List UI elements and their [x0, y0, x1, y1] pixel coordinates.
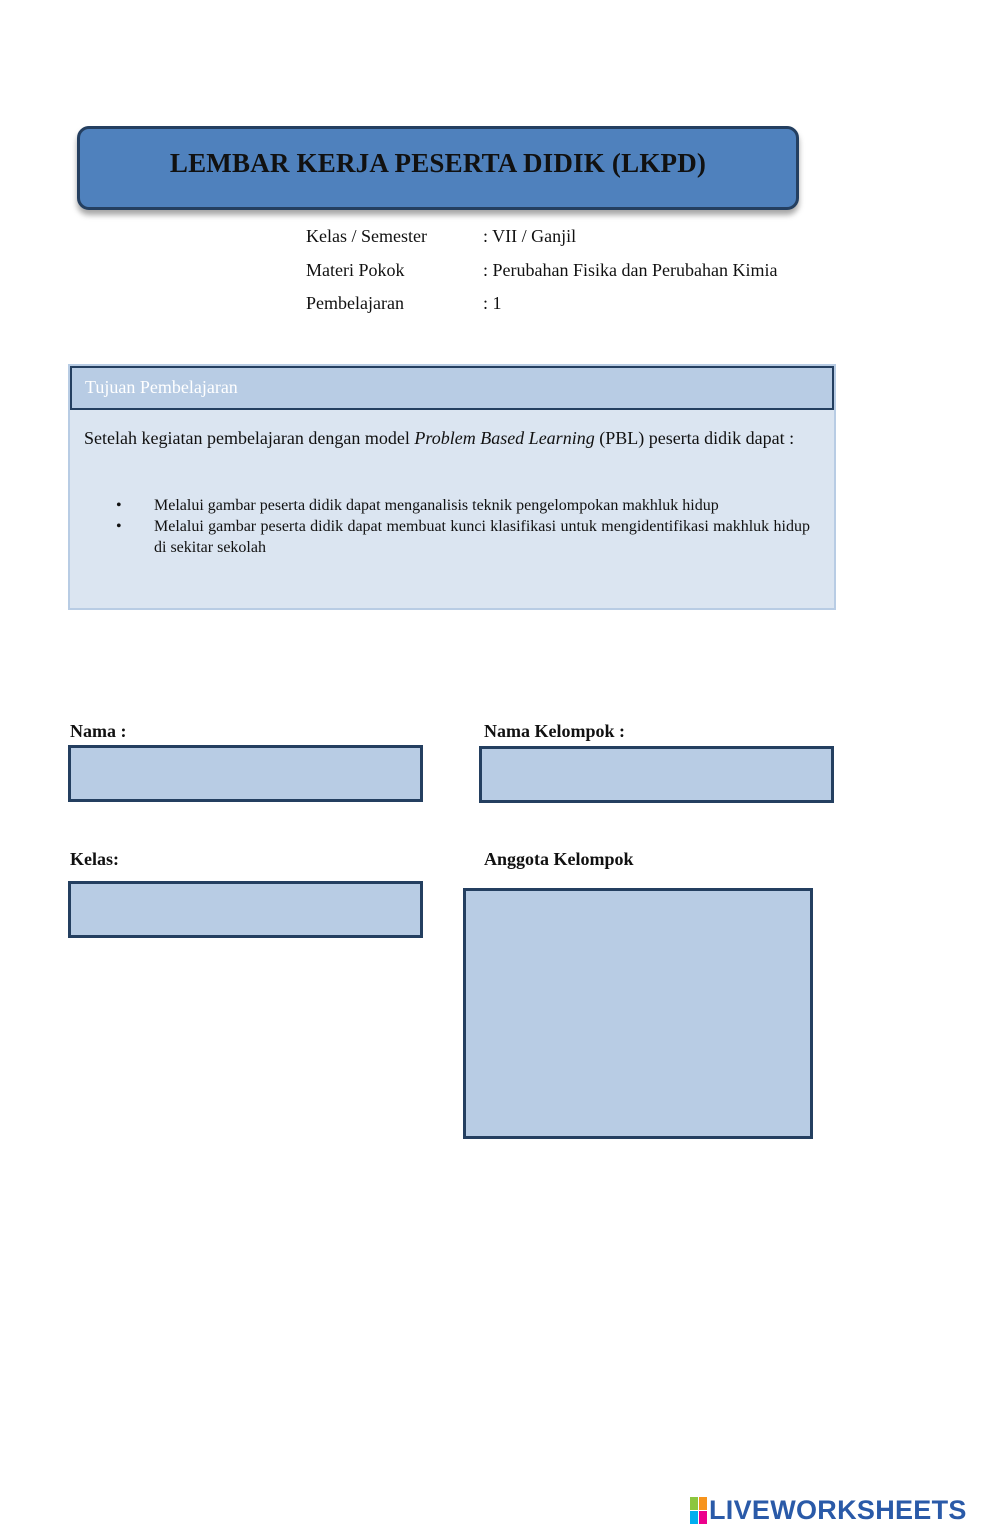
info-label: Materi Pokok	[306, 259, 405, 280]
bullet-icon: •	[116, 497, 122, 514]
logo-cell	[690, 1511, 698, 1524]
list-item	[116, 495, 810, 516]
info-row-pembelajaran	[306, 293, 777, 327]
logo-cell	[699, 1497, 707, 1510]
logo-cell	[699, 1511, 707, 1524]
info-value: : Perubahan Fisika dan Perubahan Kimia	[483, 259, 778, 280]
info-row-materi-pokok	[306, 260, 777, 294]
info-value: : VII / Ganjil	[483, 226, 577, 246]
kelas-label: Kelas:	[70, 849, 119, 869]
bullet-icon: •	[116, 518, 122, 535]
learning-goals-intro	[84, 425, 812, 451]
brand-name: LIVEWORKSHEETS	[709, 1494, 967, 1525]
nama-kelompok-input[interactable]	[479, 746, 834, 803]
liveworksheets-logo	[690, 1494, 967, 1526]
nama-label: Nama :	[70, 721, 127, 741]
page-title: LEMBAR KERJA PESERTA DIDIK (LKPD)	[169, 147, 707, 178]
intro-model-name: Problem Based Learning	[414, 428, 595, 448]
anggota-kelompok-label: Anggota Kelompok	[484, 849, 634, 869]
list-item	[116, 516, 810, 558]
nama-input[interactable]	[68, 745, 423, 802]
learning-goals-list	[116, 495, 810, 558]
learning-goals-heading: Tujuan Pembelajaran	[85, 377, 238, 397]
nama-kelompok-label: Nama Kelompok :	[484, 721, 625, 741]
list-item-text: Melalui gambar peserta didik dapat membuat kunci klasifikasi untuk mengidentifikasi makhluk hidup di sekitar sekolah	[154, 518, 810, 556]
learning-goals-header	[70, 366, 834, 410]
list-item-text: Melalui gambar peserta didik dapat menganalisis teknik pengelompokan makhluk hidup	[154, 497, 719, 514]
info-row-kelas-semester	[306, 226, 777, 260]
lesson-info	[306, 226, 777, 327]
intro-text: Setelah kegiatan pembelajaran dengan model	[84, 428, 415, 448]
info-label: Kelas / Semester	[306, 226, 427, 246]
logo-grid-icon	[690, 1497, 707, 1524]
kelas-input[interactable]	[68, 881, 423, 938]
logo-cell	[690, 1497, 698, 1510]
info-label: Pembelajaran	[306, 293, 404, 313]
title-banner	[77, 126, 799, 210]
anggota-kelompok-input[interactable]	[463, 888, 813, 1139]
intro-text-end: (PBL) peserta didik dapat :	[594, 428, 795, 448]
learning-goals-panel	[68, 364, 836, 610]
info-value: : 1	[483, 293, 502, 313]
